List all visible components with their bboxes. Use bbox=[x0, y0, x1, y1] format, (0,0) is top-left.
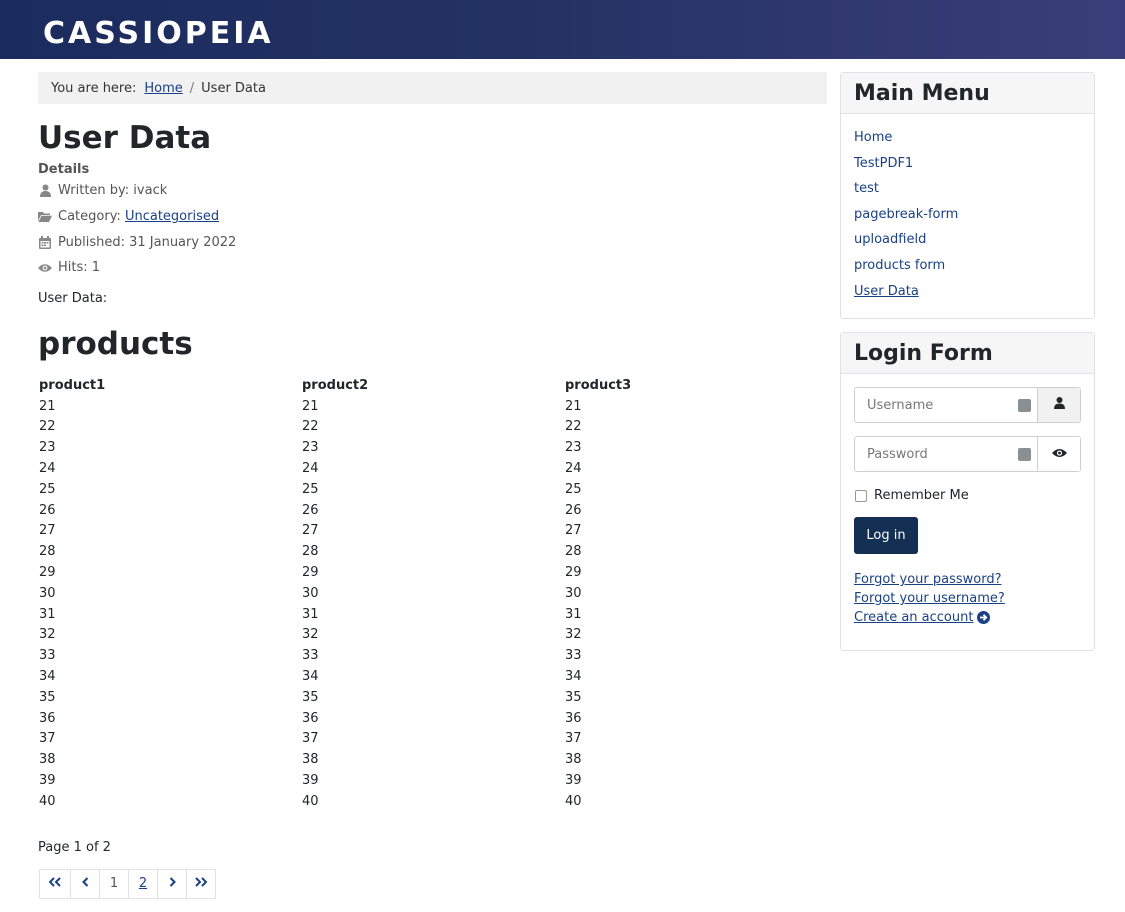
table-cell: 25 bbox=[565, 481, 582, 497]
products-table bbox=[38, 376, 827, 812]
table-row bbox=[38, 625, 827, 646]
category-link[interactable]: Uncategorised bbox=[124, 209, 220, 225]
main-menu-title: Main Menu bbox=[841, 73, 1094, 114]
table-cell: 31 bbox=[39, 606, 56, 622]
table-row bbox=[38, 604, 827, 625]
meta-published-text: Published: 31 January 2022 bbox=[58, 234, 237, 250]
meta-category bbox=[38, 204, 827, 230]
page-number: 2 bbox=[138, 876, 148, 892]
meta-hits bbox=[38, 255, 827, 281]
table-row bbox=[38, 562, 827, 583]
table-cell: 36 bbox=[302, 710, 319, 726]
menu-item-home[interactable] bbox=[854, 130, 1081, 156]
column-header: product2 bbox=[302, 378, 369, 394]
table-row bbox=[38, 437, 827, 458]
table-cell: 38 bbox=[565, 752, 582, 768]
menu-item-label: User Data bbox=[854, 283, 919, 299]
menu-item-user-data[interactable] bbox=[854, 284, 1081, 310]
table-cell: 40 bbox=[302, 793, 319, 809]
table-body bbox=[38, 396, 827, 812]
table-cell: 36 bbox=[39, 710, 56, 726]
password-field[interactable] bbox=[854, 436, 1081, 472]
meta-author bbox=[38, 178, 827, 204]
table-cell: 37 bbox=[302, 731, 319, 747]
table-cell: 26 bbox=[302, 502, 319, 518]
table-cell: 34 bbox=[565, 669, 582, 684]
table-cell: 24 bbox=[302, 461, 319, 477]
eye-icon bbox=[1052, 447, 1067, 462]
table-header-row bbox=[38, 376, 827, 396]
first-page-button[interactable] bbox=[39, 869, 71, 899]
table-cell: 32 bbox=[565, 627, 582, 643]
chevron-left-icon bbox=[82, 876, 89, 891]
article-meta bbox=[38, 178, 827, 281]
last-page-button[interactable] bbox=[186, 869, 216, 899]
forgot-username-link[interactable]: Forgot your username? bbox=[854, 591, 1005, 606]
table-cell: 25 bbox=[302, 481, 319, 497]
meta-author-text: Written by: ivack bbox=[58, 183, 168, 199]
table-row bbox=[38, 500, 827, 521]
create-account-text: Create an account bbox=[854, 610, 974, 625]
table-cell: 39 bbox=[39, 772, 56, 788]
username-addon bbox=[1037, 388, 1080, 422]
create-account-link[interactable] bbox=[854, 608, 1005, 627]
password-placeholder: Password bbox=[867, 446, 928, 462]
meta-hits-text: Hits: 1 bbox=[58, 260, 101, 276]
table-row bbox=[38, 791, 827, 812]
breadcrumb-separator: / bbox=[189, 80, 195, 96]
next-page-button[interactable] bbox=[157, 869, 187, 899]
table-cell: 28 bbox=[302, 544, 319, 560]
table-cell: 27 bbox=[302, 523, 319, 539]
main-menu-list bbox=[841, 114, 1094, 309]
chevron-right-icon bbox=[169, 876, 176, 891]
table-cell: 27 bbox=[565, 523, 582, 539]
table-cell: 40 bbox=[565, 793, 582, 809]
table-cell: 23 bbox=[565, 440, 582, 456]
remember-me bbox=[855, 488, 969, 503]
table-cell: 24 bbox=[39, 461, 56, 477]
menu-item-label: pagebreak-form bbox=[854, 206, 959, 222]
table-row bbox=[38, 645, 827, 666]
table-row bbox=[38, 666, 827, 687]
breadcrumb bbox=[38, 72, 827, 104]
table-cell: 21 bbox=[39, 398, 56, 414]
menu-item-uploadfield[interactable] bbox=[854, 232, 1081, 258]
user-icon bbox=[1054, 397, 1065, 413]
double-chevron-left-icon bbox=[49, 876, 61, 891]
login-form-title: Login Form bbox=[841, 333, 1094, 374]
table-row bbox=[38, 458, 827, 479]
breadcrumb-label: You are here: bbox=[51, 80, 137, 96]
site-header bbox=[0, 0, 1125, 59]
table-cell: 25 bbox=[39, 481, 56, 497]
show-password-button[interactable] bbox=[1037, 437, 1080, 471]
table-cell: 24 bbox=[565, 461, 582, 477]
menu-item-label: TestPDF1 bbox=[854, 155, 914, 171]
table-cell: 39 bbox=[302, 772, 319, 788]
double-chevron-right-icon bbox=[195, 876, 207, 891]
table-cell: 31 bbox=[565, 606, 582, 622]
site-logo[interactable]: CASSIOPEIA bbox=[43, 16, 274, 51]
username-input[interactable] bbox=[855, 388, 1037, 422]
table-cell: 27 bbox=[39, 523, 56, 539]
table-cell: 22 bbox=[565, 419, 582, 435]
password-input[interactable] bbox=[855, 437, 1037, 471]
table-cell: 23 bbox=[39, 440, 56, 456]
breadcrumb-home-link[interactable]: Home bbox=[144, 80, 183, 96]
table-cell: 37 bbox=[565, 731, 582, 747]
table-cell: 22 bbox=[302, 419, 319, 435]
table-cell: 38 bbox=[302, 752, 319, 768]
menu-item-testpdf1[interactable] bbox=[854, 156, 1081, 182]
menu-item-label: uploadfield bbox=[854, 232, 927, 248]
table-cell: 36 bbox=[565, 710, 582, 726]
table-row bbox=[38, 417, 827, 438]
forgot-password-link[interactable]: Forgot your password? bbox=[854, 572, 1002, 587]
menu-item-label: Home bbox=[854, 130, 893, 145]
login-button[interactable]: Log in bbox=[854, 517, 918, 554]
table-cell: 40 bbox=[39, 793, 56, 809]
table-cell: 21 bbox=[302, 398, 319, 414]
menu-item-pagebreak-form[interactable] bbox=[854, 207, 1081, 233]
table-row bbox=[38, 583, 827, 604]
table-cell: 34 bbox=[302, 669, 319, 684]
table-cell: 39 bbox=[565, 772, 582, 788]
table-cell: 33 bbox=[39, 648, 56, 664]
section-title: products bbox=[38, 325, 193, 362]
table-cell: 37 bbox=[39, 731, 56, 747]
details-label: Details bbox=[38, 162, 90, 177]
eye-icon bbox=[38, 261, 52, 275]
remember-me-label[interactable]: Remember Me bbox=[874, 488, 969, 503]
table-cell: 35 bbox=[565, 689, 582, 705]
folder-open-icon bbox=[38, 210, 52, 224]
menu-item-products-form[interactable] bbox=[854, 258, 1081, 284]
username-field[interactable] bbox=[854, 387, 1081, 423]
table-row bbox=[38, 770, 827, 791]
username-placeholder: Username bbox=[867, 397, 934, 413]
column-header: product1 bbox=[39, 378, 106, 394]
table-cell: 32 bbox=[39, 627, 56, 643]
table-cell: 26 bbox=[565, 502, 582, 518]
table-row bbox=[38, 749, 827, 770]
table-row bbox=[38, 708, 827, 729]
table-cell: 21 bbox=[565, 398, 582, 414]
meta-published bbox=[38, 229, 827, 255]
table-cell: 30 bbox=[302, 585, 319, 601]
keypass-icon bbox=[1018, 399, 1031, 412]
page-number: 1 bbox=[109, 876, 119, 892]
keypass-icon bbox=[1018, 448, 1031, 461]
table-cell: 31 bbox=[302, 606, 319, 622]
table-row bbox=[38, 541, 827, 562]
table-cell: 29 bbox=[39, 565, 56, 581]
main-menu-card bbox=[840, 72, 1095, 319]
intro-text: User Data: bbox=[38, 290, 108, 306]
table-cell: 38 bbox=[39, 752, 56, 768]
table-cell: 30 bbox=[39, 585, 56, 601]
table-cell: 33 bbox=[302, 648, 319, 664]
table-cell: 26 bbox=[39, 502, 56, 518]
page-button-current[interactable] bbox=[99, 869, 129, 899]
table-cell: 30 bbox=[565, 585, 582, 601]
previous-page-button[interactable] bbox=[70, 869, 100, 899]
table-cell: 35 bbox=[302, 689, 319, 705]
menu-item-label: test bbox=[854, 181, 879, 197]
menu-item-test[interactable] bbox=[854, 181, 1081, 207]
page-title: User Data bbox=[38, 120, 212, 156]
column-header: product3 bbox=[565, 378, 632, 394]
table-cell: 32 bbox=[302, 627, 319, 643]
remember-me-checkbox[interactable] bbox=[855, 490, 867, 502]
table-cell: 35 bbox=[39, 689, 56, 705]
page-count-text: Page 1 of 2 bbox=[38, 839, 111, 855]
page-button-2[interactable] bbox=[128, 869, 158, 899]
table-row bbox=[38, 729, 827, 750]
pagination bbox=[38, 869, 827, 899]
table-cell: 29 bbox=[565, 565, 582, 581]
table-cell: 33 bbox=[565, 648, 582, 664]
table-row bbox=[38, 396, 827, 417]
table-row bbox=[38, 479, 827, 500]
table-cell: 28 bbox=[39, 544, 56, 560]
login-form-card bbox=[840, 332, 1095, 651]
table-row bbox=[38, 687, 827, 708]
main-content bbox=[38, 72, 827, 899]
table-cell: 22 bbox=[39, 419, 56, 435]
table-cell: 29 bbox=[302, 565, 319, 581]
menu-item-label: products form bbox=[854, 257, 946, 273]
meta-category-prefix: Category: bbox=[58, 209, 121, 225]
arrow-circle-right-icon bbox=[977, 611, 990, 624]
login-links bbox=[854, 570, 1005, 627]
user-icon bbox=[38, 184, 52, 198]
table-cell: 23 bbox=[302, 440, 319, 456]
table-cell: 28 bbox=[565, 544, 582, 560]
breadcrumb-current: User Data bbox=[201, 80, 266, 96]
calendar-icon bbox=[38, 235, 52, 249]
table-cell: 34 bbox=[39, 669, 56, 684]
table-row bbox=[38, 521, 827, 542]
